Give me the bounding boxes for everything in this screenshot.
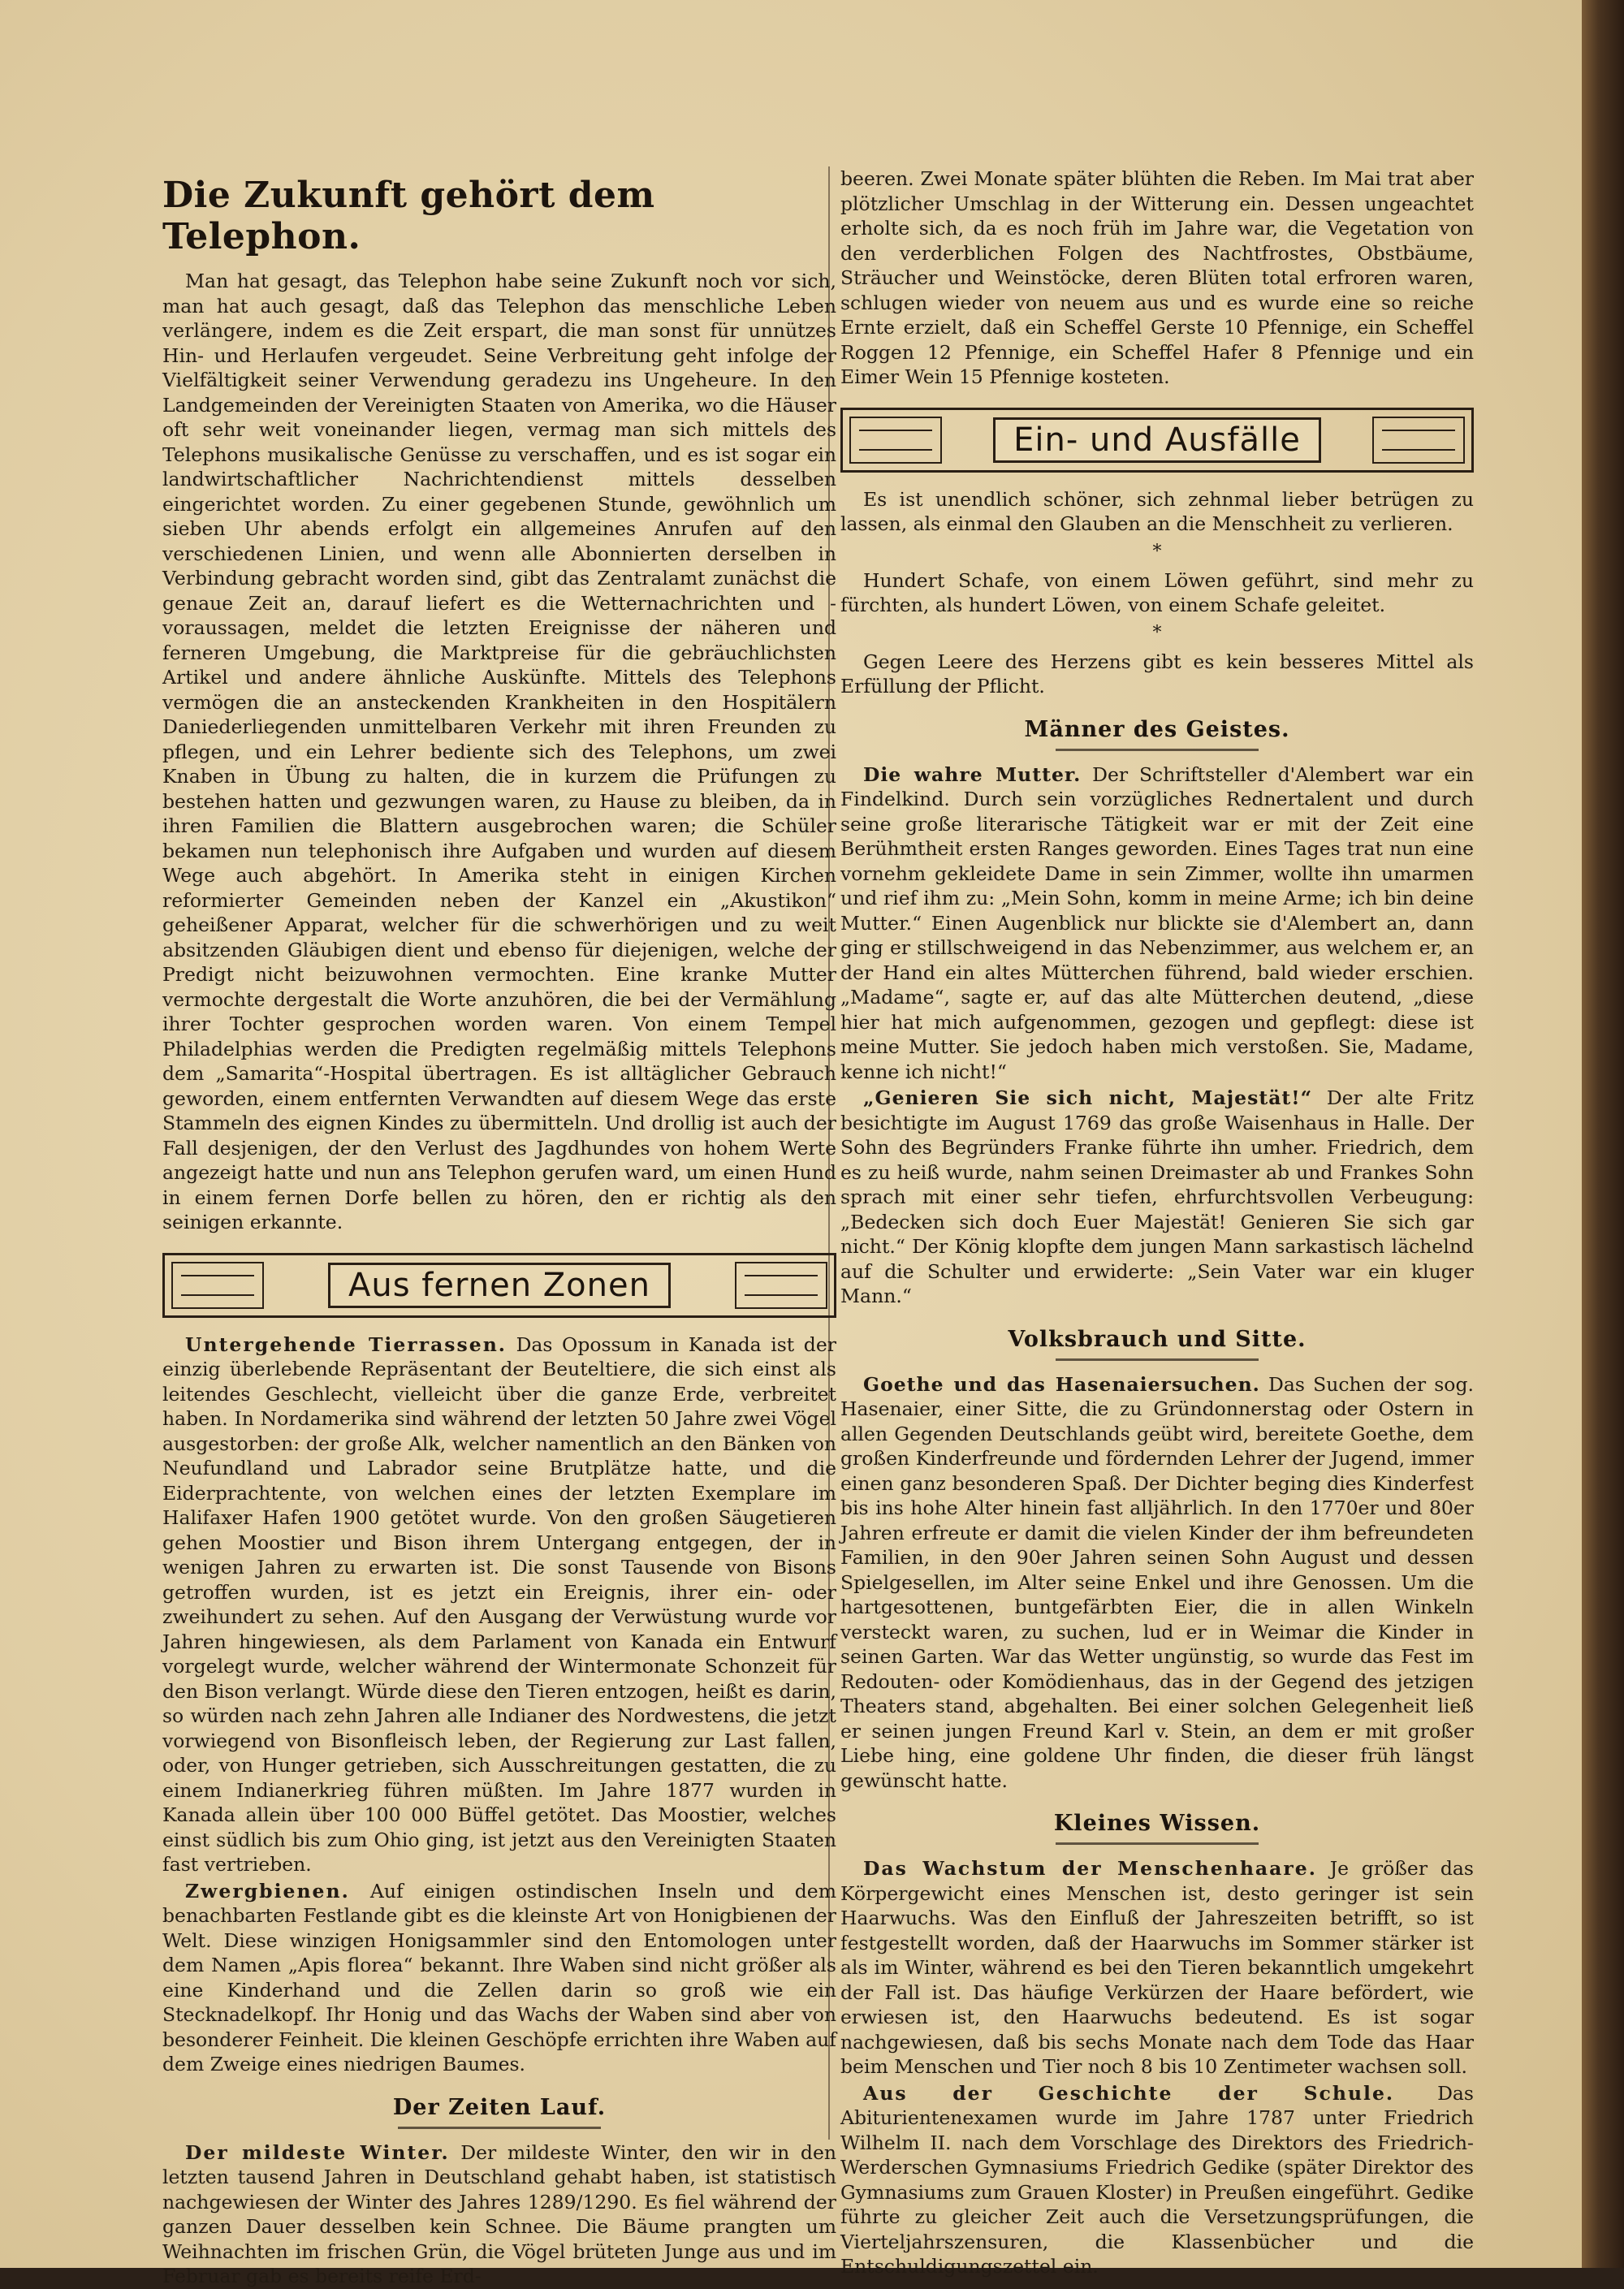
article-winter — [162, 2140, 836, 2289]
heading-rule — [1056, 749, 1259, 751]
article-winter-text: Der mildeste Winter, den wir in den letzten tausend Jahren in Deutschland gehabt haben, ist statistisch nachgewiesen der Winter des Jahres 1289/1290. Es fiel während der ganzen Dauer desselben kein Schnee. Die Bäume prangten um Weihnachten im frischen Grün, die Vögel brüteten Junge aus und im Februar gab es bereits reife Erd- — [162, 2140, 836, 2287]
article-wahre-mutter — [840, 762, 1474, 1085]
banner-title: Aus fernen Zonen — [328, 1263, 671, 1308]
banner-ornament-left — [171, 1262, 264, 1309]
article-schule — [840, 2081, 1474, 2279]
separator-star: * — [1152, 622, 1162, 643]
run-in-head-genieren: „Genieren Sie sich nicht, Majestät!“ — [863, 1086, 1313, 1109]
run-in-head-goethe: Goethe und das Hasenaiersuchen. — [863, 1372, 1260, 1396]
article-tierrassen-text: Das Opossum in Kanada ist der einzig überlebende Repräsentant der Beuteltiere, die sich einst als leitendes Geschlecht, vielleicht über die ganze Erde, verbreitet haben. In Nordamerika sind während der letzten 50 Jahre zwei Vögel ausgestorben: der große Alk, welcher namentlich an den Bänken von Neufundland und Labrador seine Brutplätze hatte, und die Eiderprachtente, von welchen eines der letzten Exemplare im Halifaxer Hafen 1900 getötet wurde. Von den großen Säugetieren gehen Moostier und Bison ihrem Untergang entgegen, der in wenigen Jahren zu erwarten ist. Die sonst Tausende von Bisons getroffen wurden, ist es jetzt ein Ereignis, ihrer ein- oder zweihundert zu sehen. Auf den Ausgang der Verwüstung wurde vor Jahren hingewiesen, als dem Parlament von Kanada ein Entwurf vorgelegt wurde, welcher während der Wintermonate Schonzeit für den Bison verlangt. Würde diese den Tieren entzogen, heißt es darin, so würden nach zehn Jahren alle Indianer des Nordwestens, die jetzt vorwiegend von Bisonfleisch leben, der Regierung zur Last fallen, oder, von Hunger getrieben, sich Ausschreitungen gestatten, die zu einem Indianerkrieg führen müßten. Im Jahre 1877 wurden in Kanada allein über 100 000 Büffel getötet. Das Moostier, welches einst südlich bis zum Ohio ging, ist jetzt aus den Vereinigten Staaten fast vertrieben. — [162, 1332, 836, 1876]
section-heading-kleines-wissen: Kleines Wissen. — [1053, 1811, 1261, 1836]
page-binding-edge — [1582, 0, 1624, 2268]
left-column — [162, 175, 836, 2289]
run-in-head-zwergbienen: Zwergbienen. — [185, 1879, 350, 1902]
aphorism-2: Hundert Schafe, von einem Löwen geführt, sind mehr zu fürchten, als hundert Löwen, von einem Schafe geleitet. — [840, 568, 1474, 616]
article-genieren-text: Der alte Fritz besichtigte im August 1769 das große Waisenhaus in Halle. Der Sohn des Begründers Franke führte ihn umher. Friedrich, dem es zu heiß wurde, nahm seinen Dreimaster ab und Frankes Sohn sprach mit einer sehr tiefen, ehrfurchtsvollen Verbeugung: „Bedecken sich doch Euer Majestät! Genieren Sie sich gar nicht.“ Der König klopfte dem jungen Mann sarkastisch lächelnd auf die Schulter und erwiderte: „Sein Vater war ein kluger Mann.“ — [840, 1086, 1474, 1307]
article-zwergbienen — [162, 1879, 836, 2077]
article-goethe-text: Das Suchen der sog. Hasenaier, einer Sitte, die zu Gründonnerstag oder Ostern in allen Gegenden Deutschlands geübt wird, bereitete Goethe, dem großen Kinderfreunde und fördernden Lehrer der Jugend, immer einen ganz besonderen Spaß. Der Dichter beging dies Kinderfest bis ins hohe Alter hinein fast alljährlich. In den 1770er und 80er Jahren erfreute er damit die vielen Kinder der ihm befreundeten Familien, in den 90er Jahren seinen Sohn August und dessen Spielgesellen, im Alter seine Enkel und ihre Genossen. Um die hartgesottenen, buntgefärbten Eier, die in allen Winkeln versteckt waren, zu suchen, lud er in Weimar die Kinder in seinen Garten. War das Wetter ungünstig, so wurde das Fest im Redouten- oder Komödienhaus, das in der Gegend des jetzigen Theaters stand, abgehalten. Bei einer solchen Gelegenheit ließ er seinen jungen Freund Karl v. Stein, an dem er mit großer Liebe hing, eine goldene Uhr finden, die dieser früh längst gewünscht hatte. — [840, 1372, 1474, 1792]
heading-rule — [1056, 1842, 1259, 1845]
article-telephon-text: Man hat gesagt, das Telephon habe seine Zukunft noch vor sich, man hat auch gesagt, daß das Telephon das menschliche Leben verlängere, indem es die Zeit erspart, die man sonst für unnützes Hin- und Herlaufen vergeudet. Seine Verbreitung geht infolge der Vielfältigkeit seiner Verwendung geradezu ins Ungeheure. In den Landgemeinden der Vereinigten Staaten von Amerika, wo die Häuser oft sehr weit voneinander liegen, vermag man sich mittels des Telephons musikalische Genüsse zu verschaffen, und es ist sogar ein landwirtschaftlicher Nachrichtendienst mittels desselben eingerichtet worden. Zu einer gegebenen Stunde, gewöhnlich um sieben Uhr abends erfolgt ein allgemeines Anrufen auf den verschiedenen Linien, und wenn alle Abonnierten derselben in Verbindung gebracht worden sind, gibt das Zentralamt zunächst die genaue Zeit an, darauf liefert es die Wetternachrichten und -voraussagen, meldet die letzten Ereignisse der näheren und ferneren Umgebung, die Marktpreise für die gebräuchlichsten Artikel und andere ähnliche Auskünfte. Mittels des Telephons vermögen die an ansteckenden Krankheiten in den Hospitälern Daniederliegenden unmittelbaren Verkehr mit ihren Freunden zu pflegen, und ein Lehrer bediente sich des Telephons, um zwei Knaben in Übung zu halten, die in kurzem die Prüfungen zu bestehen hatten und gezwungen waren, zu Hause zu bleiben, da in ihren Familien die Blattern ausgebrochen waren; die Schüler bekamen nun telephonisch ihre Aufgaben und wurden auf diesem Wege auch abgehört. In Amerika steht in einigen Kirchen reformierter Gemeinden neben der Kanzel ein „Akustikon“ geheißener Apparat, welcher für die schwerhörigen und zu weit absitzenden Gläubigen dient und ebenso für diejenigen, welche der Predigt nicht beizuwohnen vermochten. Eine kranke Mutter vermochte dergestalt die Worte anzuhören, die bei der Vermählung ihrer Tochter gesprochen worden waren. Von einem Tempel Philadelphias werden die Predigten regelmäßig mittels Telephons dem „Samarita“-Hospital übertragen. Es ist alltäglicher Gebrauch geworden, einem entfernten Verwandten auf diesem Wege das erste Stammeln des eignen Kindes zu übermitteln. Und drollig ist auch der Fall desjenigen, der den Verlust des Jagdhundes von hohem Werte angezeigt hatte und nun ans Telephon gerufen ward, um einen Hund in einem fernen Dorfe bellen zu hören, den er richtig als den seinigen erkannte. — [162, 270, 836, 1233]
aphorism-3: Gegen Leere des Herzens gibt es kein besseres Mittel als Erfüllung der Pflicht. — [840, 650, 1474, 697]
article-goethe — [840, 1372, 1474, 1794]
run-in-head-schule: Aus der Geschichte der Schule. — [863, 2081, 1395, 2105]
heading-rule — [398, 2127, 601, 2129]
banner-ornament-right — [735, 1262, 827, 1309]
section-banner-aus-fernen-zonen — [162, 1253, 836, 1318]
headline-telephon: Die Zukunft gehört dem Telephon. — [162, 175, 655, 257]
article-haare-text: Je größer das Körpergewicht eines Menschen ist, desto geringer ist sein Haarwuchs. Was den Einfluß der Jahreszeiten betrifft, so ist festgestellt worden, daß der Haarwuchs im Sommer stärker ist als im Winter, während es bei den Tieren bekanntlich umgekehrt der Fall ist. Das häufige Verkürzen der Haare befördert, wie erwiesen ist, den Haarwuchs bedeutend. Es ist sogar nachgewiesen, daß bis sechs Monate nach dem Tode das Haar beim Menschen und Tier noch 8 bis 10 Zentimeter wachsen soll. — [840, 1857, 1474, 2078]
article-zwergbienen-text: Auf einigen ostindischen Inseln und dem benachbarten Festlande gibt es die kleinste Art von Honigbienen der Welt. Diese winzigen Honigsammler sind den Entomologen unter dem Namen „Apis florea“ bekannt. Ihre Waben sind nicht größer als eine Kinderhand und die Zellen darin so groß wie ein Stecknadelkopf. Ihr Honig und das Wachs der Waben sind aber von besonderer Feinheit. Die kleinen Geschöpfe errichten ihre Waben auf dem Zweige eines niedrigen Baumes. — [162, 1879, 836, 2075]
section-banner-ein-und-ausfaelle — [840, 408, 1474, 473]
run-in-head-haare: Das Wachstum der Menschenhaare. — [863, 1857, 1317, 1880]
aphorism-1: Es ist unendlich schöner, sich zehnmal lieber betrügen zu lassen, als einmal den Glauben an die Menschheit zu verlieren. — [840, 487, 1474, 535]
banner-title: Ein- und Ausfälle — [993, 417, 1321, 463]
article-haare — [840, 1856, 1474, 2080]
heading-rule — [1056, 1358, 1259, 1361]
article-genieren — [840, 1086, 1474, 1309]
run-in-head-tierrassen: Untergehende Tierrassen. — [185, 1332, 507, 1356]
article-wahre-mutter-text: Der Schriftsteller d'Alembert war ein Findelkind. Durch sein vorzügliches Rednertalent und durch seine große literarische Tätigkeit war er mit der Zeit eine Berühmtheit ersten Ranges geworden. Eines Tages trat nun eine vornehm gekleidete Dame in sein Zimmer, wollte ihn umarmen und rief ihm zu: „Mein Sohn, komm in meine Arme; ich bin deine Mutter.“ Einen Augenblick nur blickte sie d'Alembert an, dann ging er stillschweigend in das Nebenzimmer, aus welchem er, an der Hand ein altes Mütterchen führend, bald wieder erschien. „Madame“, sagte er, auf das alte Mütterchen deutend, „diese hier hat mich aufgenommen, gezogen und gepflegt: diese ist meine Mutter. Sie jedoch haben mich verstoßen. Sie, Madame, kenne ich nicht!“ — [840, 762, 1474, 1083]
run-in-head-winter: Der mildeste Winter. — [185, 2140, 450, 2164]
run-in-head-wahre-mutter: Die wahre Mutter. — [863, 762, 1082, 786]
banner-ornament-left — [849, 417, 942, 464]
section-heading-maenner-des-geistes: Männer des Geistes. — [1024, 716, 1290, 742]
section-heading-volksbrauch: Volksbrauch und Sitte. — [1008, 1326, 1307, 1352]
banner-ornament-right — [1372, 417, 1465, 464]
article-schule-text: Das Abiturientenexamen wurde im Jahre 1787 unter Friedrich Wilhelm II. nach dem Vorschlage des Direktors des Friedrich-Werderschen Gymnasiums Friedrich Gedike (später Direktor des Gymnasiums zum Grauen Kloster) in Preußen eingeführt. Gedike führte zu gleicher Zeit auch die Versetzungsprüfungen, die Vierteljahrszensuren, die Klassenbücher und die Entschuldigungszettel ein. — [840, 2081, 1474, 2278]
right-column — [840, 166, 1474, 2279]
article-winter-continued: beeren. Zwei Monate später blühten die Reben. Im Mai trat aber plötzlicher Umschlag in der Witterung ein. Dessen ungeachtet erholte sich, da es noch früh im Jahre war, die Vegetation von den verderblichen Folgen des Nachtfrostes, Obstbäume, Sträucher und Weinstöcke, deren Blüten total erfroren waren, schlugen wieder von neuem aus und es wurde eine so reiche Ernte erzielt, daß ein Scheffel Gerste 10 Pfennige, ein Scheffel Roggen 12 Pfennige, ein Scheffel Hafer 8 Pfennige und ein Eimer Wein 15 Pfennige kosteten. — [840, 167, 1474, 388]
article-tierrassen — [162, 1332, 836, 1877]
separator-star: * — [1152, 541, 1162, 562]
section-heading-zeiten-lauf: Der Zeiten Lauf. — [392, 2094, 607, 2120]
